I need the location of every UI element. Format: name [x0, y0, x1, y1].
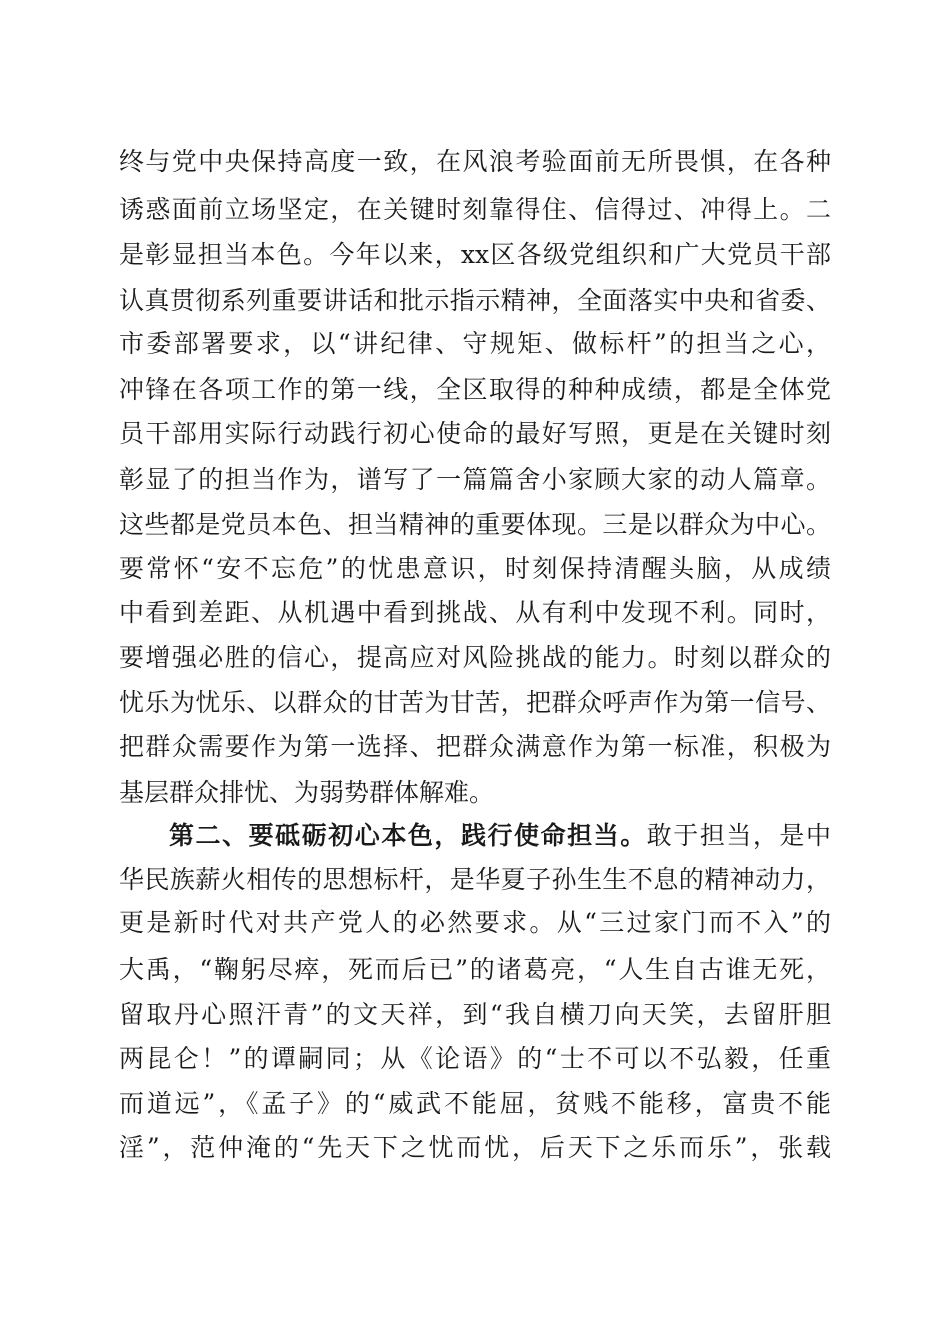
text-line: 两昆仑！”的谭嗣同；从《论语》的“士不可以不弘毅，任重: [119, 1044, 831, 1073]
text-line: 彰显了的担当作为，谱写了一篇篇舍小家顾大家的动人篇章。: [119, 465, 831, 494]
text-line: 诱惑面前立场坚定，在关键时刻靠得住、信得过、冲得上。二: [119, 195, 831, 224]
text-line: 中看到差距、从机遇中看到挑战、从有利中发现不利。同时，: [119, 598, 831, 627]
text-line: 员干部用实际行动践行初心使命的最好写照，更是在关键时刻: [119, 419, 831, 448]
text-line: 更是新时代对共产党人的必然要求。从“三过家门而不入”的: [119, 908, 831, 937]
text-line: 市委部署要求，以“讲纪律、守规矩、做标杆”的担当之心，: [119, 329, 831, 358]
text-line: 要增强必胜的信心，提高应对风险挑战的能力。时刻以群众的: [119, 643, 831, 672]
text-line: 忧乐为忧乐、以群众的甘苦为甘苦，把群众呼声作为第一信号、: [119, 688, 831, 717]
text-line: 是彰显担当本色。今年以来，xx区各级党组织和广大党员干部: [119, 240, 831, 269]
text-line: 淫”，范仲淹的“先天下之忧而忧，后天下之乐而乐”，张载: [119, 1133, 831, 1162]
paragraph-heading: 第二、要砥砺初心本色，践行使命担当。: [169, 821, 647, 850]
text-line: 冲锋在各项工作的第一线，全区取得的种种成绩，都是全体党: [119, 375, 831, 404]
text-line: 基层群众排忧、为弱势群体解难。: [119, 778, 495, 807]
text-line: 这些都是党员本色、担当精神的重要体现。三是以群众为中心。: [119, 510, 831, 539]
text-line: 终与党中央保持高度一致，在风浪考验面前无所畏惧，在各种: [119, 147, 831, 176]
text-line: 把群众需要作为第一选择、把群众满意作为第一标准，积极为: [119, 732, 831, 761]
text-line: 大禹，“鞠躬尽瘁，死而后已”的诸葛亮，“人生自古谁无死，: [119, 955, 831, 984]
text-line: 留取丹心照汗青”的文天祥，到“我自横刀向天笑，去留肝胆: [119, 1000, 831, 1029]
text-line: 华民族薪火相传的思想标杆，是华夏子孙生生不息的精神动力，: [119, 865, 831, 894]
text-line: 认真贯彻系列重要讲话和批示指示精神，全面落实中央和省委、: [119, 286, 831, 315]
text-line-first: [169, 816, 831, 856]
text-run: 敢于担当，是中: [646, 821, 831, 850]
text-line: 而道远”，《孟子》的“威武不能屈，贫贱不能移，富贵不能: [119, 1089, 831, 1118]
text-line: 要常怀“安不忘危”的忧患意识，时刻保持清醒头脑，从成绩: [119, 554, 831, 583]
